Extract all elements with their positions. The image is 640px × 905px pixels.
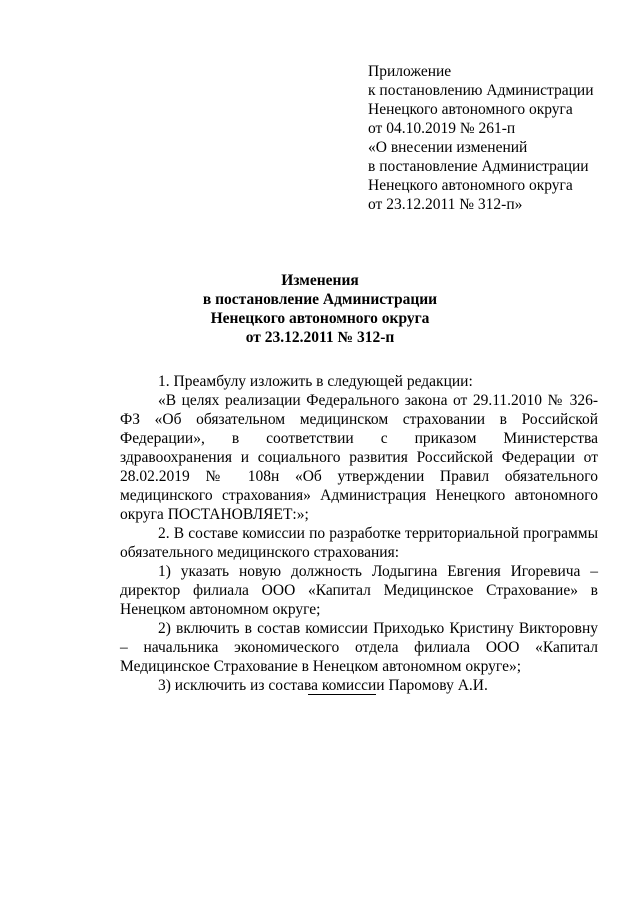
appendix-header bbox=[368, 62, 628, 214]
title-line: Изменения bbox=[281, 272, 359, 289]
paragraph-item-1: 1. Преамбулу изложить в следующей редакции: bbox=[158, 373, 473, 390]
appendix-line: к постановлению Администрации bbox=[368, 82, 594, 99]
paragraph-subitem-2: 2) включить в состав комиссии Приходько Кристину Викторовну – начальника экономического отдела филиала ООО «Капитал Медицинское Страхование в Ненецком автономном округе»; bbox=[120, 620, 598, 675]
paragraph-item-2: 2. В составе комиссии по разработке территориальной программы обязательного медицинского страхования: bbox=[120, 525, 598, 561]
appendix-line: «О внесении изменений bbox=[368, 139, 528, 156]
title-line: в постановление Администрации bbox=[202, 291, 438, 308]
title-line: Ненецкого автономного округа bbox=[210, 310, 430, 327]
document-title bbox=[0, 271, 640, 347]
appendix-line: Ненецкого автономного округа bbox=[368, 101, 573, 118]
appendix-line: от 23.12.2011 № 312-п» bbox=[368, 196, 523, 213]
appendix-line: от 04.10.2019 № 261-п bbox=[368, 120, 516, 137]
paragraph-subitem-1: 1) указать новую должность Лодыгина Евгения Игоревича – директор филиала ООО «Капитал Медицинское Страхование» в Ненецком автономном округе; bbox=[120, 563, 598, 618]
end-separator-line bbox=[308, 694, 376, 695]
appendix-line: в постановление Администрации bbox=[368, 158, 589, 175]
appendix-line: Ненецкого автономного округа bbox=[368, 177, 573, 194]
title-line: от 23.12.2011 № 312-п bbox=[245, 329, 395, 346]
paragraph-preamble-text: «В целях реализации Федерального закона от 29.11.2010 № 326-ФЗ «Об обязательном медицинском страховании в Российской Федерации», в соответствии с приказом Министерства здравоохранения и социального развития Российской Федерации от 28.02.2019 № 108н «Об утверждении Правил обязательного медицинского страхования» Администрация Ненецкого автономного округа ПОСТАНОВЛЯЕТ:»; bbox=[120, 392, 598, 523]
appendix-line: Приложение bbox=[368, 63, 452, 80]
paragraph-subitem-3: 3) исключить из состава комиссии Паромову А.И. bbox=[158, 677, 488, 694]
document-body bbox=[120, 372, 598, 695]
